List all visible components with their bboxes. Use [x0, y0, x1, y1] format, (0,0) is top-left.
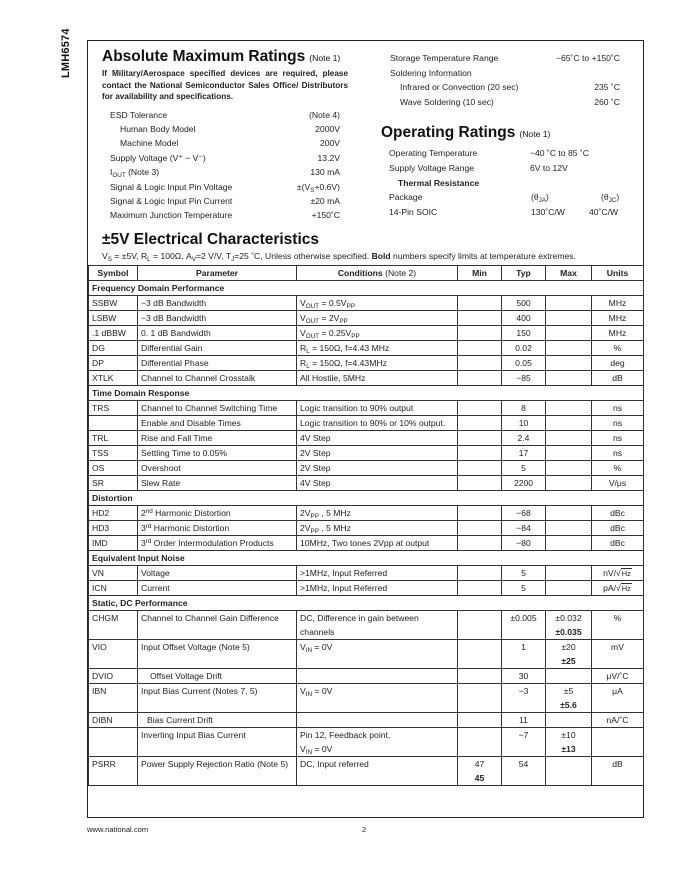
or-theta-jc: $(\theta_{JC})$ [601, 192, 620, 204]
cell-cond: DC, Difference in gain between channels [297, 611, 458, 640]
cell-cond: 4V Step [297, 476, 458, 491]
or-label-optemp: Operating Temperature [389, 148, 478, 158]
table-row [89, 371, 644, 386]
header-typ: Typ [502, 266, 546, 281]
cell-param: Enable and Disable Times [138, 416, 297, 431]
or-thermal-heading: Thermal Resistance [398, 178, 480, 188]
table-row [89, 326, 644, 341]
cell-cond: $V_{IN} = 0V$ [297, 640, 458, 669]
amr-value-tj: +150˚C [311, 210, 340, 220]
cell-typ: 54 [502, 757, 546, 786]
cell-typ: −3 [502, 684, 546, 713]
cell-units: nA/˚C [592, 713, 644, 728]
or-package-label: Package [389, 192, 423, 202]
cell-cond: $V_{IN} = 0V$ [297, 684, 458, 713]
cell-cond: $V_{OUT} = 0.5V_{PP}$ [297, 296, 458, 311]
cell-symbol: DG [89, 341, 138, 356]
cell-typ: −85 [502, 371, 546, 386]
section-row [89, 386, 644, 401]
cell-typ: −84 [502, 521, 546, 536]
cell-typ: 0.02 [502, 341, 546, 356]
table-row [89, 581, 644, 596]
cell-param: −3 dB Bandwidth [138, 296, 297, 311]
cell-symbol: LSBW [89, 311, 138, 326]
cell-param: Rise and Fall Time [138, 431, 297, 446]
cell-param: −3 dB Bandwidth [138, 311, 297, 326]
section-noise: Equivalent Input Noise [89, 551, 644, 566]
header-symbol: Symbol [89, 266, 138, 281]
cell-typ: 11 [502, 713, 546, 728]
table-header-row [89, 266, 644, 281]
cell-symbol: HD3 [89, 521, 138, 536]
cell-typ: 30 [502, 669, 546, 684]
amr-label-iout: $I_{OUT}$ (Note 3) [110, 167, 160, 179]
cell-units: dB [592, 371, 644, 386]
table-row [89, 713, 644, 728]
cell-units: nV/√Hz [592, 566, 644, 581]
or-value-optemp: −40 ˚C to 85 ˚C [530, 148, 589, 158]
spec-table [88, 265, 644, 786]
cell-units: μV/˚C [592, 669, 644, 684]
cell-cond: Logic transition to 90% or 10% output. [297, 416, 458, 431]
cell-units: dBc [592, 506, 644, 521]
amr-label-storage: Storage Temperature Range [390, 53, 499, 63]
table-row [89, 356, 644, 371]
section-row [89, 281, 644, 296]
cell-typ: 5 [502, 566, 546, 581]
table-row [89, 401, 644, 416]
cell-units: % [592, 341, 644, 356]
section-row [89, 596, 644, 611]
cell-units: mV [592, 640, 644, 669]
cell-units: dBc [592, 521, 644, 536]
amr-value-esd: (Note 4) [308, 110, 340, 120]
part-number-sidebar: LMH6574 [60, 28, 72, 78]
cell-units: MHz [592, 326, 644, 341]
cell-cond: Logic transition to 90% output [297, 401, 458, 416]
cell-symbol: TRS [89, 401, 138, 416]
amr-title [102, 47, 340, 66]
table-row [89, 416, 644, 431]
cell-symbol: VN [89, 566, 138, 581]
section-row [89, 491, 644, 506]
or-title [381, 123, 550, 142]
cell-units: ns [592, 401, 644, 416]
header-min: Min [458, 266, 502, 281]
cell-cond: 10MHz, Two tones 2Vpp at output [297, 536, 458, 551]
footer-page-number: 2 [362, 825, 367, 834]
cell-symbol [89, 416, 138, 431]
amr-label-solder: Soldering Information [390, 68, 472, 78]
cell-typ: 1 [502, 640, 546, 669]
cell-cond: All Hostile, 5MHz [297, 371, 458, 386]
cell-symbol: VIO [89, 640, 138, 669]
cell-cond: 4V Step [297, 431, 458, 446]
or-note: (Note 1) [519, 129, 551, 139]
cell-units: μA [592, 684, 644, 713]
cell-param: Input Offset Voltage (Note 5) [138, 640, 297, 669]
cell-typ: 2200 [502, 476, 546, 491]
cell-typ: −7 [502, 728, 546, 757]
cell-cond: $R_L = 150\Omega$, f=4.43 MHz [297, 341, 458, 356]
amr-value-ir: 235 ˚C [594, 82, 620, 92]
ec-conditions: $V_S = \pm 5V$, $R_L = 100\Omega$, $A_V=2$ V/V, $T_J=25$ ˚C, Unless otherwise specified. Bold numbers specify limits at temperature extremes. [102, 251, 576, 263]
cell-param: Channel to Channel Gain Difference [138, 611, 297, 640]
cell-symbol: TSS [89, 446, 138, 461]
cell-cond: >1MHz, Input Referred [297, 566, 458, 581]
cell-cond: Pin 12, Feedback point, $V_{IN} = 0V$ [297, 728, 458, 757]
cell-symbol: .1 dBBW [89, 326, 138, 341]
section-time: Time Domain Response [89, 386, 644, 401]
cell-units: ns [592, 446, 644, 461]
or-value-supply: 6V to 12V [530, 163, 568, 173]
cell-typ: 10 [502, 416, 546, 431]
cell-param: Settling Time to 0.05% [138, 446, 297, 461]
cell-param: 0. 1 dB Bandwidth [138, 326, 297, 341]
cell-units [592, 728, 644, 757]
header-conditions: Conditions (Note 2) [297, 266, 458, 281]
cell-units: % [592, 611, 644, 640]
header-parameter: Parameter [138, 266, 297, 281]
amr-value-vpin: $\pm(V_S+0.6V)$ [296, 182, 340, 194]
table-row [89, 521, 644, 536]
amr-value-ipin: ±20 mA [310, 196, 340, 206]
cell-param: 2nd Harmonic Distortion [138, 506, 297, 521]
cell-param: Channel to Channel Crosstalk [138, 371, 297, 386]
cell-cond: 2V Step [297, 461, 458, 476]
amr-label-vpin: Signal & Logic Input Pin Voltage [110, 182, 233, 192]
cell-param: Current [138, 581, 297, 596]
cell-param: 3rd Harmonic Distortion [138, 521, 297, 536]
table-row [89, 611, 644, 640]
cell-param: Differential Gain [138, 341, 297, 356]
cell-typ: 400 [502, 311, 546, 326]
cell-param: Overshoot [138, 461, 297, 476]
cell-typ: 500 [502, 296, 546, 311]
cell-param: Offset Voltage Drift [138, 669, 297, 684]
cell-max: ±0.032 ±0.035 [546, 611, 592, 640]
table-row [89, 669, 644, 684]
table-row [89, 640, 644, 669]
cell-cond: $2V_{PP}$ , 5 MHz [297, 521, 458, 536]
cell-units: dBc [592, 536, 644, 551]
table-row [89, 461, 644, 476]
cell-units: dB [592, 757, 644, 786]
cell-symbol: PSRR [89, 757, 138, 786]
cell-param: Input Bias Current (Notes 7, 5) [138, 684, 297, 713]
cell-cond: $V_{OUT} = 2V_{PP}$ [297, 311, 458, 326]
cell-param: Power Supply Rejection Ratio (Note 5) [138, 757, 297, 786]
cell-param: 3rd Order Intermodulation Products [138, 536, 297, 551]
table-row [89, 728, 644, 757]
cell-symbol: XTLK [89, 371, 138, 386]
section-row [89, 551, 644, 566]
amr-warning: If Military/Aerospace specified devices are required, please contact the National Semiconductor Sales Office/ Distributors for availability and specifications. [102, 69, 348, 102]
cell-param: Voltage [138, 566, 297, 581]
cell-typ: 150 [502, 326, 546, 341]
table-row [89, 296, 644, 311]
table-row [89, 566, 644, 581]
cell-symbol: DIBN [89, 713, 138, 728]
header-units: Units [592, 266, 644, 281]
table-row [89, 476, 644, 491]
cell-typ: 2.4 [502, 431, 546, 446]
cell-typ: 5 [502, 461, 546, 476]
cell-cond: >1MHz, Input Referred [297, 581, 458, 596]
cell-param: Bias Current Drift [138, 713, 297, 728]
cell-symbol: SR [89, 476, 138, 491]
cell-cond: $V_{OUT} = 0.25V_{PP}$ [297, 326, 458, 341]
cell-cond: $R_L = 150\Omega$, f=4.43MHz [297, 356, 458, 371]
cell-symbol: HD2 [89, 506, 138, 521]
cell-units: % [592, 461, 644, 476]
cell-cond: $2V_{PP}$ , 5 MHz [297, 506, 458, 521]
section-dc: Static, DC Performance [89, 596, 644, 611]
cell-typ: ±0.005 [502, 611, 546, 640]
cell-cond: 2V Step [297, 446, 458, 461]
amr-note: (Note 1) [309, 53, 341, 63]
cell-units: pA/√Hz [592, 581, 644, 596]
cell-max: ±10 ±13 [546, 728, 592, 757]
cell-symbol [89, 728, 138, 757]
cell-min: 47 45 [458, 757, 502, 786]
footer-website[interactable]: www.national.com [87, 825, 149, 834]
amr-value-wave: 260 ˚C [594, 97, 620, 107]
amr-value-iout: 130 mA [310, 167, 340, 177]
amr-label-wave: Wave Soldering (10 sec) [400, 97, 494, 107]
cell-units: deg [592, 356, 644, 371]
ec-title: ±5V Electrical Characteristics [102, 231, 320, 248]
table-row [89, 446, 644, 461]
cell-typ: 17 [502, 446, 546, 461]
table-row [89, 536, 644, 551]
or-theta-ja: $(\theta_{JA})$ [531, 192, 549, 204]
cell-symbol: IMD [89, 536, 138, 551]
amr-label-ipin: Signal & Logic Input Pin Current [110, 196, 233, 206]
amr-label-ir: Infrared or Convection (20 sec) [400, 82, 519, 92]
cell-cond: DC, Input referred [297, 757, 458, 786]
cell-symbol: TRL [89, 431, 138, 446]
cell-param: Differential Phase [138, 356, 297, 371]
amr-title-text: Absolute Maximum Ratings [102, 48, 306, 65]
section-freq: Frequency Domain Performance [89, 281, 644, 296]
amr-label-supply: Supply Voltage (V⁺ − V⁻) [110, 153, 206, 163]
cell-symbol: DVIO [89, 669, 138, 684]
amr-label-hbm: Human Body Model [120, 124, 196, 134]
cell-symbol: ICN [89, 581, 138, 596]
cell-symbol: SSBW [89, 296, 138, 311]
cell-typ: −68 [502, 506, 546, 521]
cell-max: ±5 ±5.6 [546, 684, 592, 713]
amr-label-tj: Maximum Junction Temperature [110, 210, 233, 220]
cell-units: MHz [592, 296, 644, 311]
table-row [89, 311, 644, 326]
cell-param: Channel to Channel Switching Time [138, 401, 297, 416]
or-soic-jc: 40˚C/W [589, 207, 619, 217]
cell-symbol: DP [89, 356, 138, 371]
cell-typ: 8 [502, 401, 546, 416]
or-label-supply: Supply Voltage Range [389, 163, 475, 173]
amr-value-mm: 200V [319, 138, 340, 148]
cell-typ: 0.05 [502, 356, 546, 371]
table-row [89, 684, 644, 713]
cell-typ: 5 [502, 581, 546, 596]
cell-typ: −80 [502, 536, 546, 551]
header-max: Max [546, 266, 592, 281]
amr-value-hbm: 2000V [315, 124, 340, 134]
section-dist: Distortion [89, 491, 644, 506]
amr-value-storage: −65˚C to +150˚C [555, 53, 620, 63]
cell-symbol: OS [89, 461, 138, 476]
amr-label-mm: Machine Model [120, 138, 179, 148]
amr-value-supply: 13.2V [317, 153, 340, 163]
or-soic-ja: 130˚C/W [531, 207, 565, 217]
or-title-text: Operating Ratings [381, 124, 516, 141]
cell-units: MHz [592, 311, 644, 326]
cell-units: ns [592, 431, 644, 446]
cell-units: V/μs [592, 476, 644, 491]
table-row [89, 757, 644, 786]
table-row [89, 506, 644, 521]
cell-symbol: IBN [89, 684, 138, 713]
cell-param: Slew Rate [138, 476, 297, 491]
cell-max: ±20 ±25 [546, 640, 592, 669]
table-row [89, 431, 644, 446]
table-row [89, 341, 644, 356]
cell-units: ns [592, 416, 644, 431]
cell-symbol: CHGM [89, 611, 138, 640]
or-soic-label: 14-Pin SOIC [389, 207, 438, 217]
amr-label-esd: ESD Tolerance [110, 110, 168, 120]
cell-param: Inverting Input Bias Current [138, 728, 297, 757]
